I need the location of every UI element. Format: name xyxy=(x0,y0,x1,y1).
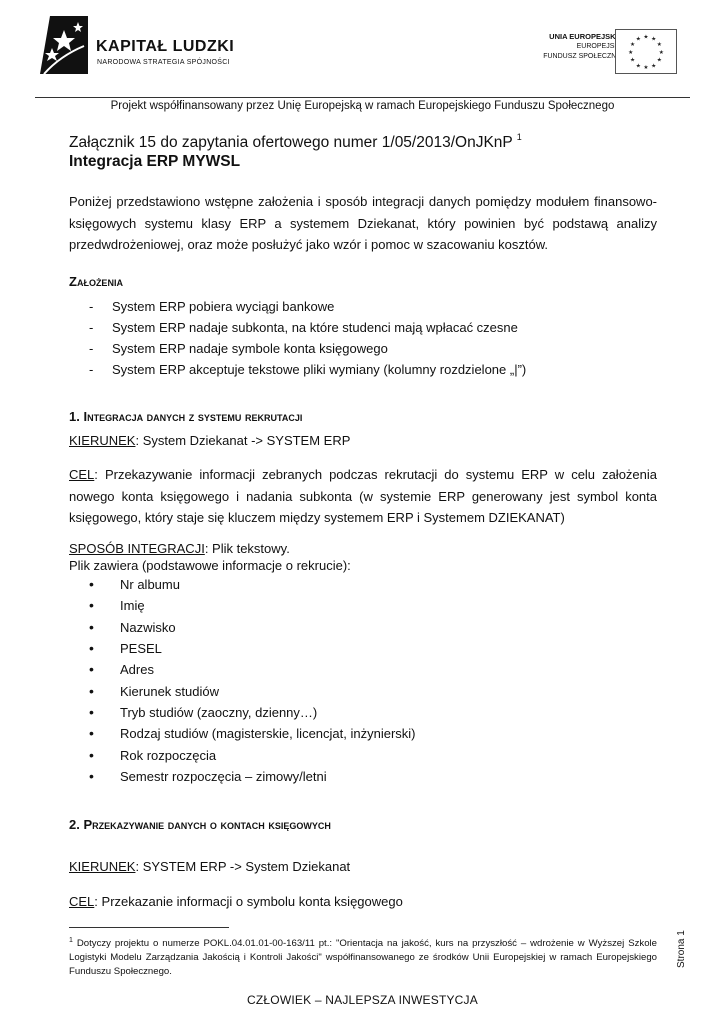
bullet-marker: • xyxy=(89,619,94,635)
assumption-text: System ERP nadaje symbole konta księgowego xyxy=(112,341,388,356)
eu-line-3: FUNDUSZ SPOŁECZNY xyxy=(543,53,621,60)
field-name: Nazwisko xyxy=(120,620,176,635)
section-2-heading: 2. Przekazywanie danych o kontach księgowych xyxy=(69,817,331,832)
section-1-direction xyxy=(69,433,350,448)
bullet-marker: • xyxy=(89,768,94,784)
cofinance-note: Projekt współfinansowany przez Unię Europejską w ramach Europejskiego Funduszu Społecznego xyxy=(110,100,615,112)
field-list-item xyxy=(89,704,317,720)
bullet-marker: • xyxy=(89,576,94,592)
footer-slogan: CZŁOWIEK – NAJLEPSZA INWESTYCJA xyxy=(247,993,478,1007)
kapital-ludzki-logo xyxy=(40,16,240,76)
svg-text:★: ★ xyxy=(630,57,636,64)
svg-text:★: ★ xyxy=(635,36,641,43)
section-1-heading: 1. Integracja danych z systemu rekrutacji xyxy=(69,409,303,424)
intro-paragraph: Poniżej przedstawiono wstępne założenia i sposób integracji danych pomiędzy modułem finansowo-księgowych systemu klasy ERP a systemem Dziekanat, który powinien być podstawą analizy przedwdrożeniowej, oraz może posłużyć jako wzór i pomoc w szacowaniu kosztów. xyxy=(69,194,657,252)
footnote xyxy=(69,934,657,979)
bullet-marker: • xyxy=(89,725,94,741)
field-list-item xyxy=(89,747,216,763)
kapital-ludzki-title: KAPITAŁ LUDZKI xyxy=(96,38,235,55)
assumption-text: System ERP akceptuje tekstowe pliki wymiany (kolumny rozdzielone „|”) xyxy=(112,362,527,377)
assumption-text: System ERP nadaje subkonta, na które studenci mają wpłacać czesne xyxy=(112,320,518,335)
field-name: Rok rozpoczęcia xyxy=(120,748,217,763)
eu-text-block xyxy=(543,32,621,62)
assumptions-heading: Założenia xyxy=(69,274,123,289)
dash-marker: - xyxy=(89,341,94,356)
kapital-ludzki-subtitle: NARODOWA STRATEGIA SPÓJNOŚCI xyxy=(97,59,230,66)
svg-text:★: ★ xyxy=(643,34,649,41)
svg-text:★: ★ xyxy=(628,49,634,56)
assumption-item xyxy=(89,341,388,356)
bullet-marker: • xyxy=(89,704,94,720)
direction-label: KIERUNEK xyxy=(69,433,136,448)
kapital-ludzki-emblem-icon xyxy=(40,16,88,74)
assumption-text: System ERP pobiera wyciągi bankowe xyxy=(112,299,335,314)
assumption-item xyxy=(89,299,334,314)
bullet-marker: • xyxy=(89,661,94,677)
eu-line-1: UNIA EUROPEJSKA xyxy=(549,32,621,41)
file-contains-line: Plik zawiera (podstawowe informacje o rekrucie): xyxy=(69,558,351,573)
attachment-title xyxy=(69,132,522,152)
svg-text:★: ★ xyxy=(651,36,657,43)
dash-marker: - xyxy=(89,299,94,314)
footnote-ref: 1 xyxy=(516,132,522,142)
field-list-item xyxy=(89,576,180,592)
method-value: : Plik tekstowy. xyxy=(204,541,290,556)
footnote-divider xyxy=(69,927,229,928)
svg-text:★: ★ xyxy=(658,49,664,56)
svg-text:★: ★ xyxy=(656,42,662,49)
direction-value: : SYSTEM ERP -> System Dziekanat xyxy=(135,859,351,874)
dash-marker: - xyxy=(89,320,94,335)
bullet-marker: • xyxy=(89,640,94,656)
section-2-goal xyxy=(69,894,403,909)
field-name: Adres xyxy=(120,662,154,677)
svg-text:★: ★ xyxy=(635,63,641,70)
field-list-item xyxy=(89,725,416,741)
document-title: Integracja ERP MYWSL xyxy=(69,153,241,170)
direction-label: KIERUNEK xyxy=(69,859,136,874)
goal-value: : Przekazanie informacji o symbolu konta księgowego xyxy=(94,894,403,909)
section-2-direction xyxy=(69,859,350,874)
bullet-marker: • xyxy=(89,597,94,613)
field-name: Imię xyxy=(120,598,145,613)
goal-label: CEL xyxy=(69,894,95,909)
page-number: Strona 1 xyxy=(676,930,687,968)
field-name: Kierunek studiów xyxy=(120,684,219,699)
svg-text:★: ★ xyxy=(630,42,636,49)
svg-text:★: ★ xyxy=(651,63,657,70)
attachment-title-text: Załącznik 15 do zapytania ofertowego numer 1/05/2013/OnJKnP xyxy=(69,134,513,151)
field-list-item xyxy=(89,768,327,784)
field-list-item xyxy=(89,619,176,635)
field-name: Nr albumu xyxy=(120,577,180,592)
dash-marker: - xyxy=(89,362,94,377)
eu-line-2: EUROPEJSKI xyxy=(576,43,621,50)
assumption-item xyxy=(89,320,518,335)
field-name: Tryb studiów (zaoczny, dzienny…) xyxy=(120,705,318,720)
field-list-item xyxy=(89,597,145,613)
footnote-number: 1 xyxy=(69,937,73,944)
svg-text:★: ★ xyxy=(656,57,662,64)
header-divider xyxy=(35,97,690,98)
direction-value: : System Dziekanat -> SYSTEM ERP xyxy=(135,433,351,448)
bullet-marker: • xyxy=(89,747,94,763)
eu-flag-icon xyxy=(615,29,677,74)
svg-text:★: ★ xyxy=(643,65,649,72)
footnote-text: Dotyczy projektu o numerze POKL.04.01.01-00-163/11 pt.: "Orientacja na jakość, kurs na przyszłość – wdrożenie w Wyższej Szkole Logistyki Modelu Zarządzania Jakością i Kontroli Jakości" współfinansowanego ze środków Unii Europejskiej w ramach Europejskiego Funduszu Społecznego. xyxy=(69,938,657,977)
field-list-item xyxy=(89,640,162,656)
section-1-goal xyxy=(69,464,657,529)
method-label: SPOSÓB INTEGRACJI xyxy=(69,541,205,556)
section-1-method xyxy=(69,541,290,556)
bullet-marker: • xyxy=(89,683,94,699)
field-name: PESEL xyxy=(120,641,162,656)
field-list-item xyxy=(89,661,154,677)
field-list-item xyxy=(89,683,219,699)
goal-label: CEL xyxy=(69,467,95,482)
field-name: Rodzaj studiów (magisterskie, licencjat, inżynierski) xyxy=(120,726,416,741)
goal-value: : Przekazywanie informacji zebranych podczas rekrutacji do systemu ERP w celu założenia nowego konta księgowego i nadania subkonta (w systemie ERP generowany jest symbol konta księgowego, który staje się kluczem między systemem ERP i Systemem DZIEKANAT) xyxy=(69,467,657,525)
assumption-item xyxy=(89,362,526,377)
field-name: Semestr rozpoczęcia – zimowy/letni xyxy=(120,769,327,784)
